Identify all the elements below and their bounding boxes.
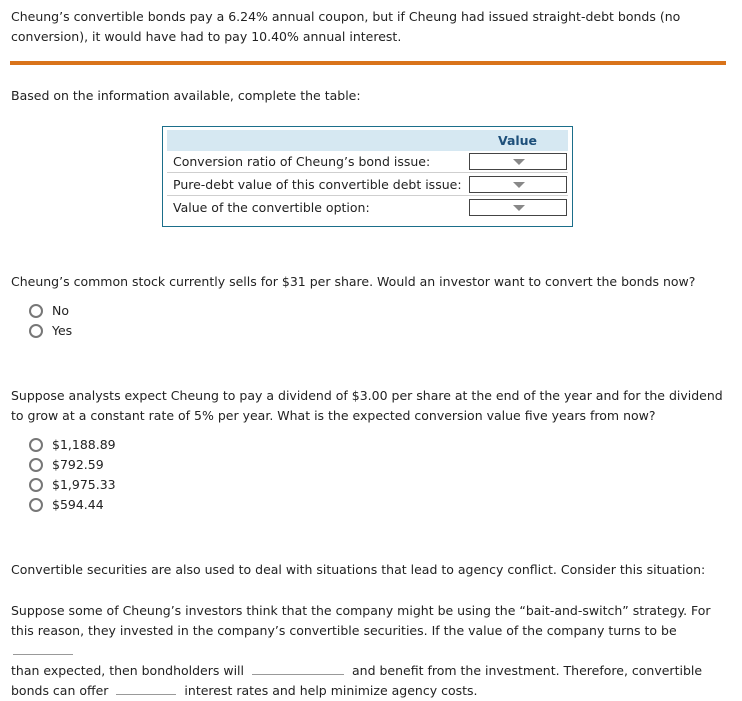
q3-intro: Convertible securities are also used to deal with situations that lead to agency conflict. Consider this situation: bbox=[11, 562, 706, 577]
radio-button[interactable] bbox=[29, 478, 43, 492]
radio-button[interactable] bbox=[29, 324, 43, 338]
q3-text-part4: interest rates and help minimize agency costs. bbox=[184, 683, 478, 698]
q3-text-part1: Suppose some of Cheung’s investors think that the company might be using the “bait-and-switch” strategy. For this reason, they invested in the company’s convertible securities. If the value of the company turns to be bbox=[11, 603, 711, 638]
q3-paragraph bbox=[11, 601, 726, 701]
section-divider bbox=[10, 61, 726, 65]
value-column-header: Value bbox=[497, 133, 538, 148]
conversion-ratio-dropdown[interactable] bbox=[469, 153, 567, 170]
table-row bbox=[167, 197, 568, 219]
q3-text-part3: and benefit from the investment. Therefore, convertible bonds can offer bbox=[11, 663, 703, 698]
option-value-label: Value of the convertible option: bbox=[173, 200, 370, 215]
radio-button[interactable] bbox=[29, 304, 43, 318]
table-prompt: Based on the information available, complete the table: bbox=[11, 88, 361, 103]
chevron-down-icon bbox=[513, 159, 525, 165]
option-label: No bbox=[52, 303, 69, 318]
chevron-down-icon bbox=[513, 205, 525, 211]
chevron-down-icon bbox=[513, 182, 525, 188]
option-label: $594.44 bbox=[52, 497, 104, 512]
option-value-dropdown[interactable] bbox=[469, 199, 567, 216]
radio-button[interactable] bbox=[29, 498, 43, 512]
option-label: $1,188.89 bbox=[52, 437, 116, 452]
q2-text: Suppose analysts expect Cheung to pay a dividend of $3.00 per share at the end of the year and for the dividend to grow at a constant rate of 5% per year. What is the expected conversion value five years from now? bbox=[11, 388, 723, 423]
blank-interest-rate-level[interactable] bbox=[116, 682, 176, 695]
blank-bondholder-action[interactable] bbox=[252, 662, 344, 675]
option-label: Yes bbox=[52, 323, 73, 338]
table-row bbox=[167, 151, 568, 173]
blank-value-direction[interactable] bbox=[13, 642, 73, 655]
radio-button[interactable] bbox=[29, 438, 43, 452]
table-header bbox=[167, 130, 568, 151]
table-row bbox=[167, 174, 568, 196]
option-label: $792.59 bbox=[52, 457, 104, 472]
intro-text: Cheung’s convertible bonds pay a 6.24% annual coupon, but if Cheung had issued straight-debt bonds (no conversion), it would have had to pay 10.40% annual interest. bbox=[11, 9, 681, 44]
pure-debt-value-label: Pure-debt value of this convertible debt issue: bbox=[173, 177, 462, 192]
pure-debt-value-dropdown[interactable] bbox=[469, 176, 567, 193]
radio-button[interactable] bbox=[29, 458, 43, 472]
option-label: $1,975.33 bbox=[52, 477, 116, 492]
q3-text-part2: than expected, then bondholders will bbox=[11, 663, 245, 678]
q1-text: Cheung’s common stock currently sells for $31 per share. Would an investor want to convert the bonds now? bbox=[11, 274, 696, 289]
row-divider bbox=[167, 195, 568, 196]
value-table bbox=[162, 126, 573, 227]
row-divider bbox=[167, 172, 568, 173]
conversion-ratio-label: Conversion ratio of Cheung’s bond issue: bbox=[173, 154, 431, 169]
